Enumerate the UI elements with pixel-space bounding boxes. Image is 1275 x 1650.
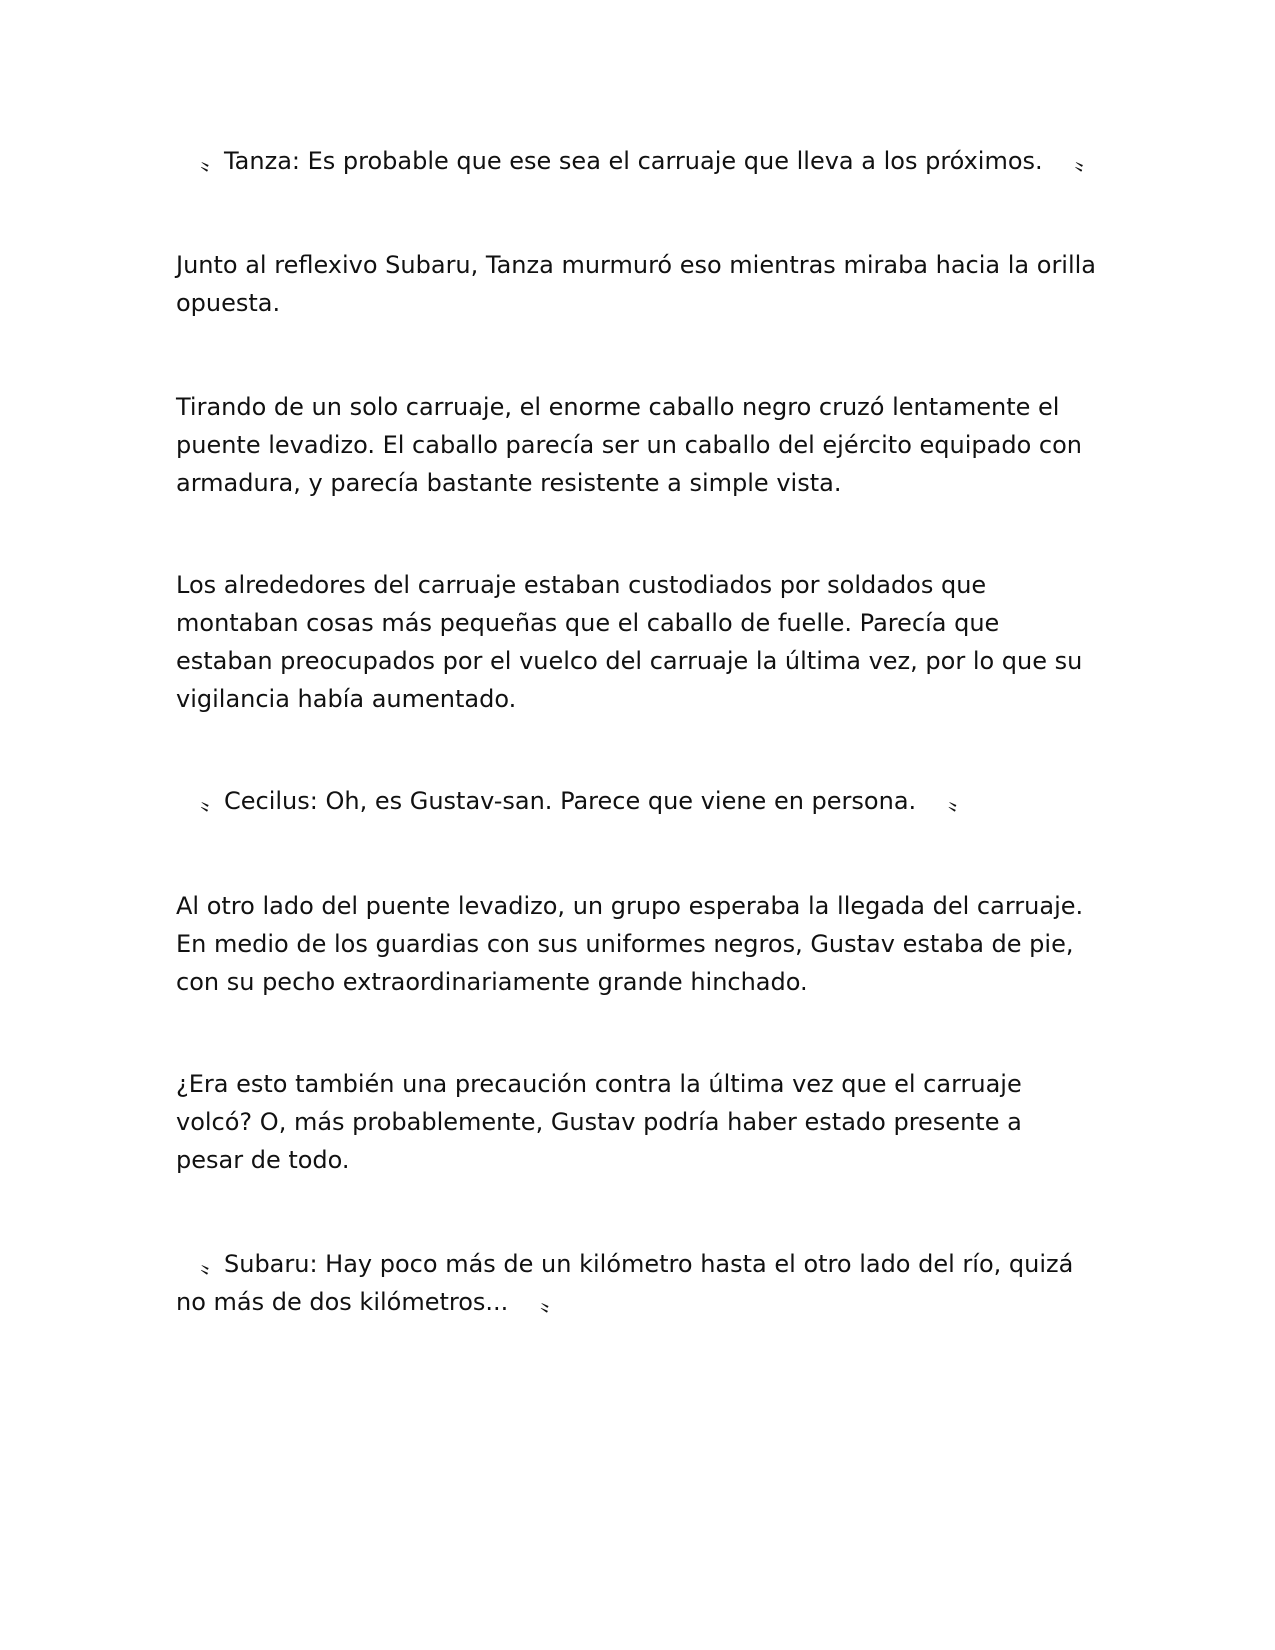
paragraph-narration: ¿Era esto también una precaución contra la última vez que el carruaje volcó? O, más probablemente, Gustav podría haber estado presente a pesar de todo.: [176, 1070, 1022, 1174]
paragraph-narration: Junto al reflexivo Subaru, Tanza murmuró eso mientras miraba hacia la orilla opuesta.: [176, 251, 1097, 317]
paragraph-narration: Al otro lado del puente levadizo, un grupo esperaba la llegada del carruaje. En medio de los guardias con sus uniformes negros, Gustav estaba de pie, con su pecho extraordinariamente grande hinchado.: [176, 892, 1084, 996]
paragraph-narration: Tirando de un solo carruaje, el enorme caballo negro cruzó lentamente el puente levadizo. El caballo parecía ser un caballo del ejército equipado con armadura, y parecía bastante resistente a simple vista.: [176, 393, 1082, 497]
paragraph-dialogue-tanza: 〟Tanza: Es probable que ese sea el carruaje que lleva a los próximos. 〟: [176, 147, 1099, 175]
paragraph-dialogue-cecilus: 〟Cecilus: Oh, es Gustav-san. Parece que viene en persona. 〟: [176, 787, 972, 815]
paragraph-narration: Los alrededores del carruaje estaban custodiados por soldados que montaban cosas más pequeñas que el caballo de fuelle. Parecía que estaban preocupados por el vuelco del carruaje la última vez, por lo que su vigilancia había aumentado.: [176, 571, 1083, 713]
paragraph-dialogue-subaru: 〟Subaru: Hay poco más de un kilómetro hasta el otro lado del río, quizá no más de dos kilómetros... 〟: [176, 1250, 1074, 1316]
